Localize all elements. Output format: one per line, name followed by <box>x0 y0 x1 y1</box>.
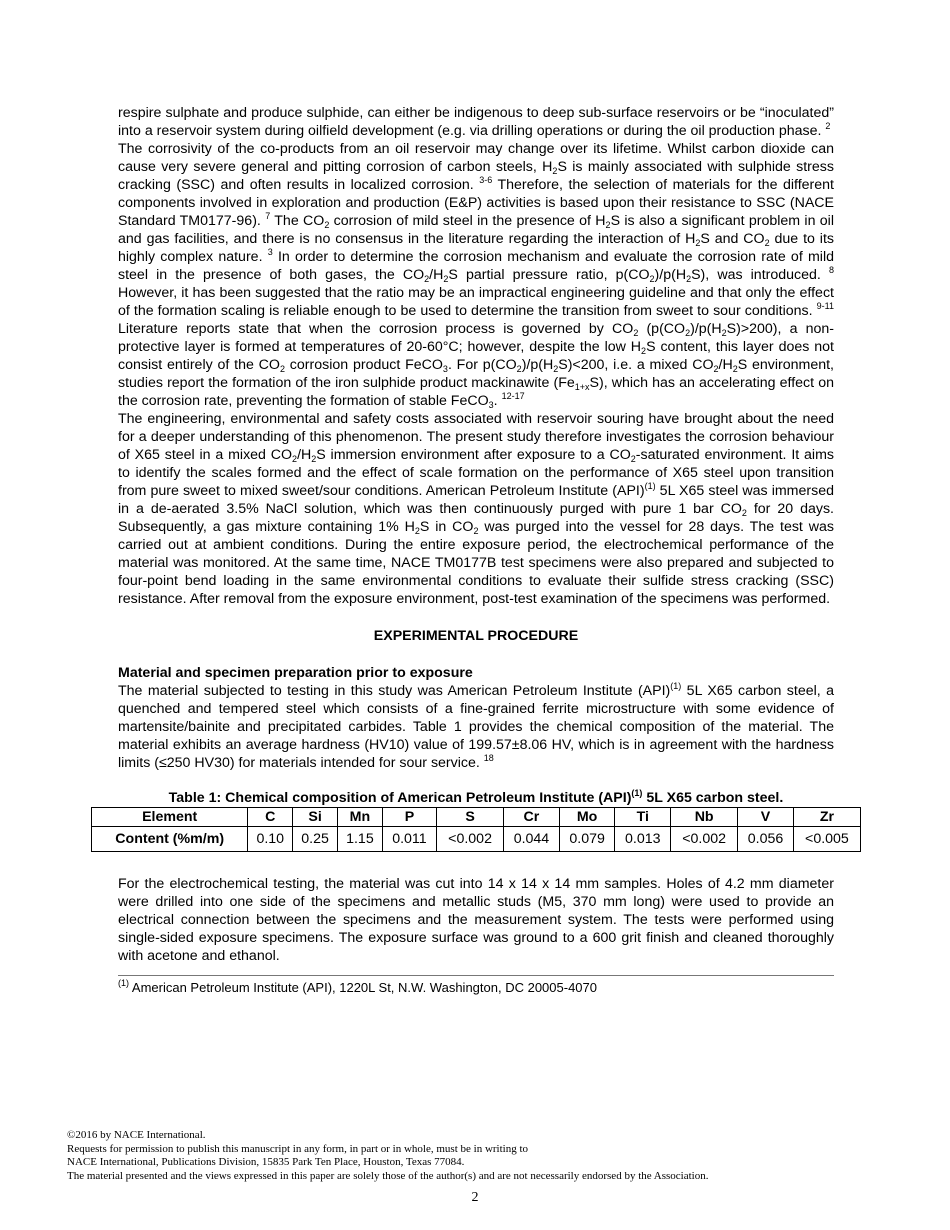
table-cell: <0.002 <box>671 827 738 852</box>
footnote: $^{(1)}$ American Petroleum Institute (API), 1220L St, N.W. Washington, DC 20005-4070 <box>118 978 597 995</box>
table-header-cell: Element <box>92 808 248 827</box>
table-header-cell: P <box>382 808 436 827</box>
table-caption: Table 1: Chemical composition of American Petroleum Institute (API)$^{(1)}$ 5L X65 carbon steel. <box>168 788 784 806</box>
table-header-cell: Mo <box>559 808 615 827</box>
table-cell: 0.056 <box>738 827 794 852</box>
table-header-cell: Mn <box>338 808 383 827</box>
paragraph-study-objective: The engineering, environmental and safety costs associated with reservoir souring have brought about the need for a deeper understanding of this phenomenon. The present study therefore investigates the corrosion behaviour of X65 steel in a mixed $CO_2/H_2S$ immersion environment after exposure to a $CO_2$-saturated environment. It aims to identify the scales formed and the effect of scale formation on the performance of X65 steel upon transition from pure sweet to mixed sweet/sour conditions. American Petroleum Institute (API)$^{(1)}$ 5L X65 steel was immersed in a de-aerated 3.5% NaCl solution, which was then continuously purged with pure 1 bar $CO_2$ for 20 days. Subsequently, a gas mixture containing 1% $H_2S$ in $CO_2$ was purged into the vessel for 28 days. The test was carried out at ambient conditions. During the entire exposure period, the electrochemical performance of the material was monitored. At the same time, NACE TM0177B test specimens were also prepared and subjected to four-point bend loading in the same environmental conditions to evaluate their sulfide stress cracking (SSC) resistance. After removal from the exposure environment, post-test examination of the specimens was performed. <box>118 411 834 607</box>
footer-line: NACE International, Publications Division, 15835 Park Ten Place, Houston, Texas 77084. <box>67 1156 465 1168</box>
composition-table <box>91 807 861 852</box>
footer-line: Requests for permission to publish this manuscript in any form, in part or in whole, must be in writing to <box>67 1142 529 1155</box>
footer-line: ©2016 by NACE International. <box>67 1129 206 1141</box>
table-row <box>92 827 861 852</box>
table-header-cell: Ti <box>615 808 671 827</box>
page-number: 2 <box>471 1190 479 1205</box>
paragraph-corrosivity: The corrosivity of the co-products from an oil reservoir may change over its lifetime. Whilst carbon dioxide can cause very severe general and pitting corrosion of carbon steels, $H_2S$ is mainly associated with sulphide stress cracking (SSC) and often results in localized corrosion. $^{3-6}$ Therefore, the selection of materials for the different components involved in exploration and production (E&P) activities is based upon their resistance to SSC (NACE Standard TM0177-96). $^7$ The $CO_2$ corrosion of mild steel in the presence of $H_2S$ is also a significant problem in oil and gas facilities, and there is no consensus in the literature regarding the interaction of $H_2S$ and $CO_2$ due to its highly complex nature. $^3$ In order to determine the corrosion mechanism and evaluate the corrosion rate of mild steel in the presence of both gases, the $CO_2/H_2S$ partial pressure ratio, $p(CO_2)/p(H_2S)$, was introduced. $^8$ However, it has been suggested that the ratio may be an impractical engineering guideline and that only the effect of the formation scaling is reliable enough to be used to determine the transition from sweet to sour conditions. $^{9-11}$ Literature reports state that when the corrosion process is governed by $CO_2$ $(p(CO_2)/p(H_2S)>200)$, a non-protective layer is formed at temperatures of 20-60°C; however, despite the low $H_2S$ content, this layer does not consist entirely of the $CO_2$ corrosion product FeCO$_3$. For $p(CO_2)/p(H_2S)<200$, i.e. a mixed $CO_2/H_2S$ environment, studies report the formation of the iron sulphide product mackinawite $(Fe_{1+x}S)$, which has an accelerating effect on the corrosion rate, preventing the formation of stable FeCO$_3$. $^{12-17}$ <box>118 141 835 410</box>
table-cell: <0.005 <box>793 827 860 852</box>
table-header-cell: Zr <box>793 808 860 827</box>
table-cell: 0.044 <box>504 827 560 852</box>
paragraph-electrochemical-testing: For the electrochemical testing, the material was cut into 14 x 14 x 14 mm samples. Holes of 4.2 mm diameter were drilled into one side of the specimens and metallic studs (M5, 370 mm long) were used to provide an electrical connection between the specimens and the measurement system. The tests were performed using single-sided exposure specimens. The exposure surface was ground to a 600 grit finish and cleaned thoroughly with acetone and ethanol. <box>118 876 834 964</box>
table-cell: 0.013 <box>615 827 671 852</box>
table-cell: 1.15 <box>338 827 383 852</box>
section-heading: EXPERIMENTAL PROCEDURE <box>373 628 579 644</box>
table-header-cell: Nb <box>671 808 738 827</box>
footnote-divider <box>118 975 834 976</box>
table-row-label: Content (%m/m) <box>92 827 248 852</box>
table-cell: 0.079 <box>559 827 615 852</box>
footer-line: The material presented and the views expressed in this paper are solely those of the author(s) and are not necessarily endorsed by the Association. <box>67 1169 709 1182</box>
table-header-cell: V <box>738 808 794 827</box>
subsection-heading: Material and specimen preparation prior to exposure <box>118 665 473 681</box>
paragraph-material: The material subjected to testing in this study was American Petroleum Institute (API)$^{(1)}$ 5L X65 carbon steel, a quenched and tempered steel which consists of a fine-grained ferrite microstructure with some evidence of martensite/bainite and precipitated carbides. Table 1 provides the chemical composition of the material. The material exhibits an average hardness (HV10) value of 199.57±8.06 HV, which is in agreement with the hardness limits (≤250 HV30) for materials intended for sour service. $^{18}$ <box>118 681 834 771</box>
table-cell: 0.25 <box>293 827 338 852</box>
table-header-cell: Si <box>293 808 338 827</box>
paragraph-reservoir-souring-intro: respire sulphate and produce sulphide, can either be indigenous to deep sub-surface reservoirs or be “inoculated” into a reservoir system during oilfield development (e.g. via drilling operations or during the oil production phase. $^2$ <box>118 105 834 139</box>
copyright-footer <box>67 1129 883 1183</box>
table-header-cell: S <box>437 808 504 827</box>
table-cell: 0.011 <box>382 827 436 852</box>
table-header-cell: Cr <box>504 808 560 827</box>
table-header-row <box>92 808 861 827</box>
table-header-cell: C <box>248 808 293 827</box>
table-cell: <0.002 <box>437 827 504 852</box>
page-body <box>115 104 849 997</box>
table-cell: 0.10 <box>248 827 293 852</box>
